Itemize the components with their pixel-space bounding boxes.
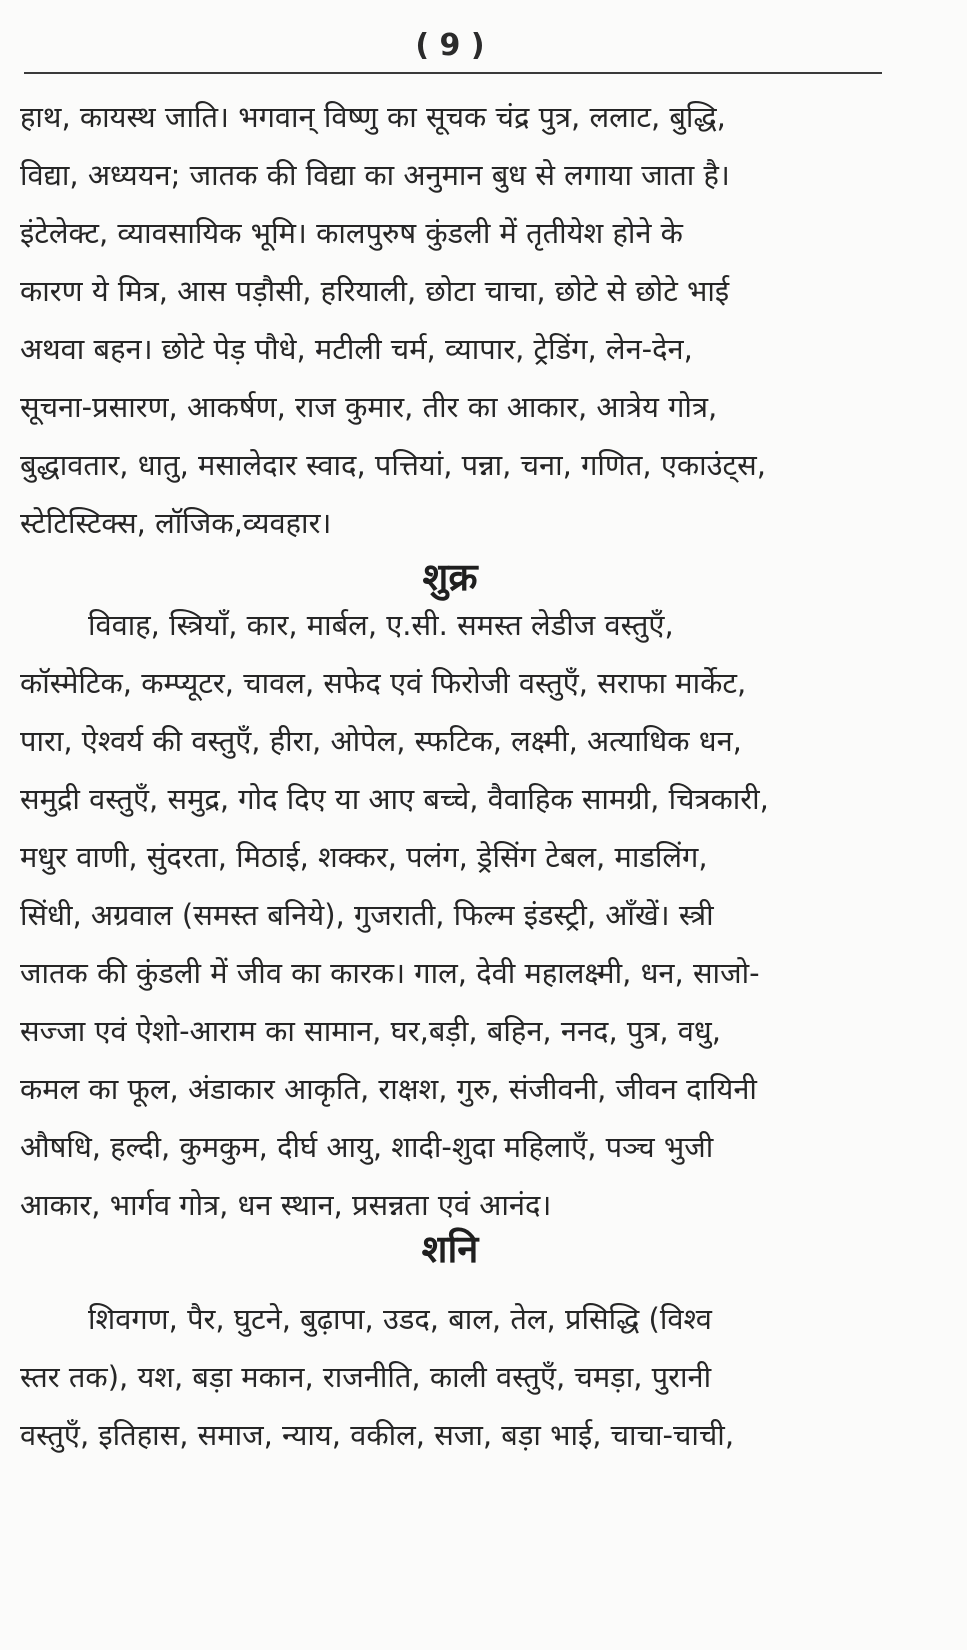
text-line: आकार, भार्गव गोत्र, धन स्थान, प्रसन्नता एवं आनंद। [20, 1188, 552, 1222]
text-line: औषधि, हल्दी, कुमकुम, दीर्घ आयु, शादी-शुदा महिलाएँ, पञ्च भुजी [20, 1130, 714, 1164]
text-line: शिवगण, पैर, घुटने, बुढ़ापा, उडद, बाल, तेल, प्रसिद्धि (विश्व [88, 1302, 712, 1336]
page-number: ( 9 ) [415, 28, 485, 63]
text-line: समुद्री वस्तुएँ, समुद्र, गोद दिए या आए बच्चे, वैवाहिक सामग्री, चित्रकारी, [20, 782, 769, 816]
shani-paragraph [20, 1290, 882, 1464]
shukra-paragraph [20, 596, 882, 1234]
text-line: सिंधी, अग्रवाल (समस्त बनिये), गुजराती, फिल्म इंडस्ट्री, आँखें। स्त्री [20, 898, 714, 932]
text-line: विवाह, स्त्रियाँ, कार, मार्बल, ए.सी. समस्त लेडीज वस्तुएँ, [88, 608, 674, 642]
header-rule [24, 72, 882, 74]
text-line: कमल का फूल, अंडाकार आकृति, राक्षश, गुरु, संजीवनी, जीवन दायिनी [20, 1072, 757, 1106]
text-line: सूचना-प्रसारण, आकर्षण, राज कुमार, तीर का आकार, आत्रेय गोत्र, [20, 390, 718, 424]
text-line: विद्या, अध्ययन; जातक की विद्या का अनुमान बुध से लगाया जाता है। [20, 158, 730, 192]
text-line: पारा, ऐश्वर्य की वस्तुएँ, हीरा, ओपेल, स्फटिक, लक्ष्मी, अत्याधिक धन, [20, 724, 742, 758]
text-line: स्टेटिस्टिक्स, लॉजिक,व्यवहार। [20, 506, 332, 540]
text-line: सज्जा एवं ऐशो-आराम का सामान, घर,बड़ी, बहिन, ननद, पुत्र, वधु, [20, 1014, 721, 1048]
text-line: जातक की कुंडली में जीव का कारक। गाल, देवी महालक्ष्मी, धन, साजो- [20, 956, 760, 990]
text-line: इंटेलेक्ट, व्यावसायिक भूमि। कालपुरुष कुंडली में तृतीयेश होने के [20, 216, 683, 250]
text-line: कॉस्मेटिक, कम्प्यूटर, चावल, सफेद एवं फिरोजी वस्तुएँ, सराफा मार्केट, [20, 666, 747, 700]
text-line: हाथ, कायस्थ जाति। भगवान् विष्णु का सूचक चंद्र पुत्र, ललाट, बुद्धि, [20, 100, 726, 134]
text-line: अथवा बहन। छोटे पेड़ पौधे, मटीली चर्म, व्यापार, ट्रेडिंग, लेन-देन, [20, 332, 693, 366]
section-heading-shani: शनि [421, 1227, 479, 1271]
budh-paragraph [20, 88, 882, 552]
text-line: स्तर तक), यश, बड़ा मकान, राजनीति, काली वस्तुएँ, चमड़ा, पुरानी [20, 1360, 712, 1394]
text-line: वस्तुएँ, इतिहास, समाज, न्याय, वकील, सजा, बड़ा भाई, चाचा-चाची, [20, 1418, 735, 1452]
section-heading-shukra: शुक्र [422, 555, 478, 599]
text-line: बुद्धावतार, धातु, मसालेदार स्वाद, पत्तियां, पन्ना, चना, गणित, एकाउंट्स, [20, 448, 766, 482]
text-line: मधुर वाणी, सुंदरता, मिठाई, शक्कर, पलंग, ड्रेसिंग टेबल, माडलिंग, [20, 840, 708, 874]
text-line: कारण ये मित्र, आस पड़ौसी, हरियाली, छोटा चाचा, छोटे से छोटे भाई [20, 274, 730, 308]
